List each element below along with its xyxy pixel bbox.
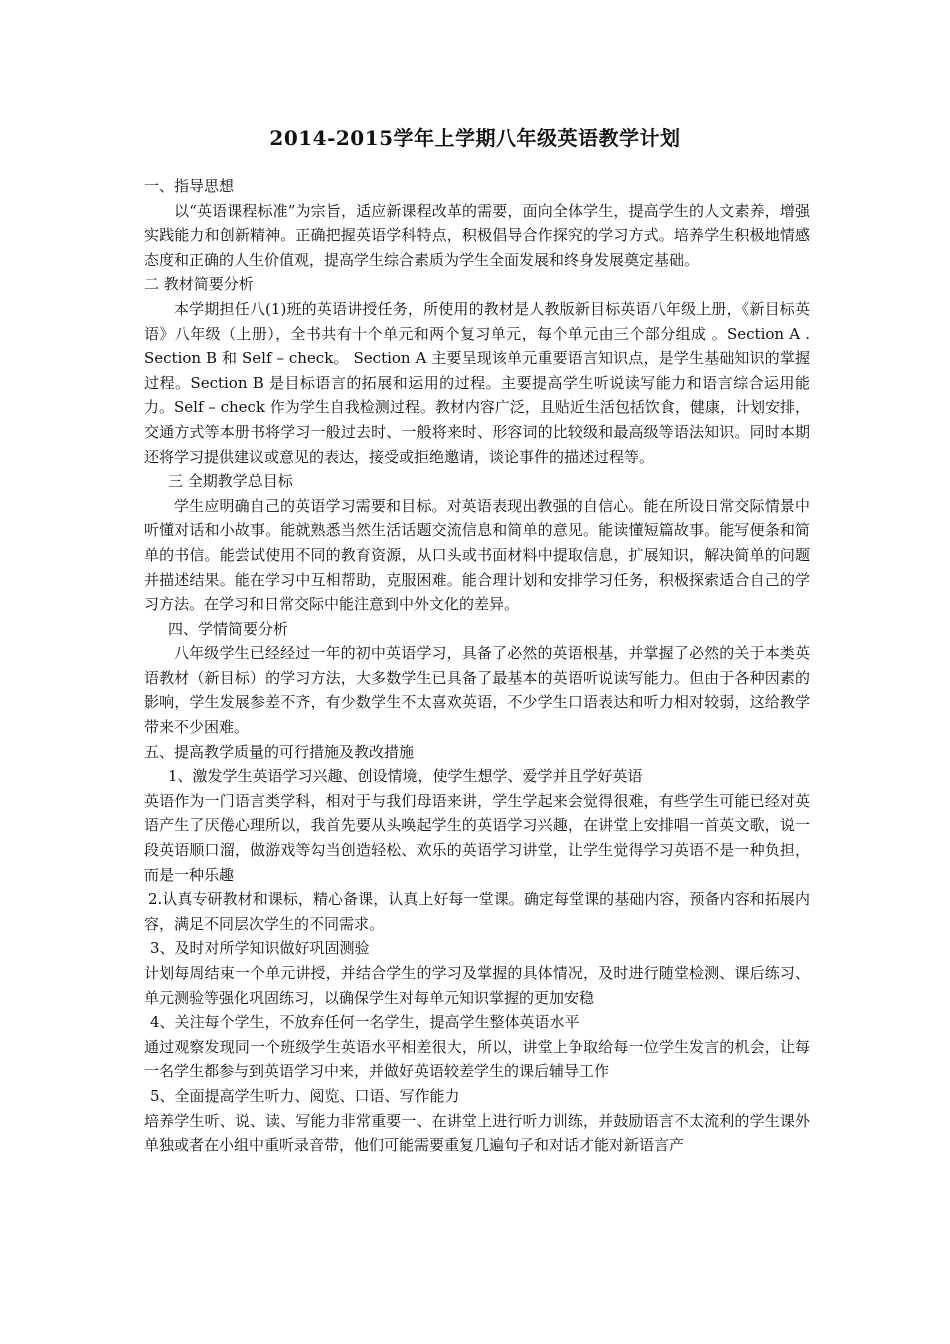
document-title: 2014-2015学年上学期八年级英语教学计划 [269,126,681,150]
measure-paragraph-2: 2.认真专研教材和课标，精心备课，认真上好每一堂课。确定每堂课的基础内容，预备内容和拓展内容，满足不同层次学生的不同需求。 [144,890,810,933]
measure-paragraph-5: 培养学生听、说、读、写能力非常重要一、在讲堂上进行听力训练，并鼓励语言不太流利的学生课外单独或者在小组中重听录音带，他们可能需要重复几遍句子和对话才能对新语言产 [144,1111,810,1155]
heading-term-goals: 三 全期教学总目标 [168,472,293,491]
paragraph-textbook-analysis: 本学期担任八(1)班的英语讲授任务，所使用的教材是人教版新目标英语八年级上册，《新目标英语》八年级（上册），全书共有十个单元和两个复习单元，每个单元由三个部分组成 。Section A . Section B 和 Self – check。 Section A 主要呈现该单元重要语言知识点，是学生基础知识的掌握过程。Section B 是目标语言的拓展和运用的过程。主要提高学生听说读写能力和语言综合运用能力。Self – check 作为学生自我检测过程。教材内容广泛，且贴近生活包括饮食，健康，计划安排，交通方式等本册书将学习一般过去时、一般将来时、形容词的比较级和最高级等语法知识。同时本期还将学习提供建议或意见的表达，接受或拒绝邀请，谈论事件的描述过程等。 [144,299,810,466]
paragraph-term-goals: 学生应明确自己的英语学习需要和目标。对英语表现出教强的自信心。能在所设日常交际情景中听懂对话和小故事。能就熟悉当然生活话题交流信息和简单的意见。能读懂短篇故事。能写便条和简单的书信。能尝试使用不同的教育资源，从口头或书面材料中提取信息，扩展知识，解决简单的问题并描述结果。能在学习中互相帮助，克服困难。能合理计划和安排学习任务，积极探索适合自己的学习方法。在学习和日常交际中能注意到中外文化的差异。 [144,496,810,614]
measure-paragraph-1: 英语作为一门语言类学科，相对于与我们母语来讲，学生学起来会觉得很难，有些学生可能已经对英语产生了厌倦心理所以，我首先要从头唤起学生的英语学习兴趣，在讲堂上安排唱一首英文歌，说一段英语顺口溜，做游戏等勾当创造轻松、欢乐的英语学习讲堂，让学生觉得学习英语不是一种负担，而是一种乐趣 [144,791,810,884]
heading-guiding-ideology: 一、指导思想 [144,177,235,195]
paragraph-student-analysis: 八年级学生已经经过一年的初中英语学习，具备了必然的英语根基，并掌握了必然的关于本类英语教材（新目标）的学习方法，大多数学生已具备了最基本的英语听说读写能力。但由于各种因素的影响，学生发展参差不齐，有少数学生不太喜欢英语，不少学生口语表达和听力相对较弱，这给教学带来不少困难。 [144,644,810,737]
paragraph-guiding-ideology: 以“英语课程标准”为宗旨，适应新课程改革的需要，面向全体学生，提高学生的人文素养，增强实践能力和创新精神。正确把握英语学科特点，积极倡导合作探究的学习方式。培养学生积极地情感态度和正确的人生价值观，提高学生综合素质为学生全面发展和终身发展奠定基础。 [144,201,810,269]
heading-student-analysis: 四、学情简要分析 [168,619,289,638]
measure-heading-4: 4、关注每个学生，不放弃任何一名学生，提高学生整体英语水平 [150,1013,580,1032]
heading-textbook-analysis: 二 教材简要分析 [144,275,254,294]
measure-heading-1: 1、激发学生英语学习兴趣、创设情境，使学生想学、爱学并且学好英语 [168,767,643,786]
measure-heading-5: 5、全面提高学生听力、阅览、口语、写作能力 [150,1086,460,1105]
measure-paragraph-3: 计划每周结束一个单元讲授，并结合学生的学习及掌握的具体情况，及时进行随堂检测、课后练习、单元测验等强化巩固练习，以确保学生对每单元知识掌握的更加安稳 [144,964,810,1007]
measure-paragraph-4: 通过观察发现同一个班级学生英语水平相差很大，所以，讲堂上争取给每一位学生发言的机会，让每一名学生都参与到英语学习中来，并做好英语较差学生的课后辅导工作 [144,1037,810,1081]
heading-measures: 五、提高教学质量的可行措施及教改措施 [144,742,415,761]
measure-heading-3: 3、及时对所学知识做好巩固测验 [150,939,370,958]
document-body [144,174,810,1158]
